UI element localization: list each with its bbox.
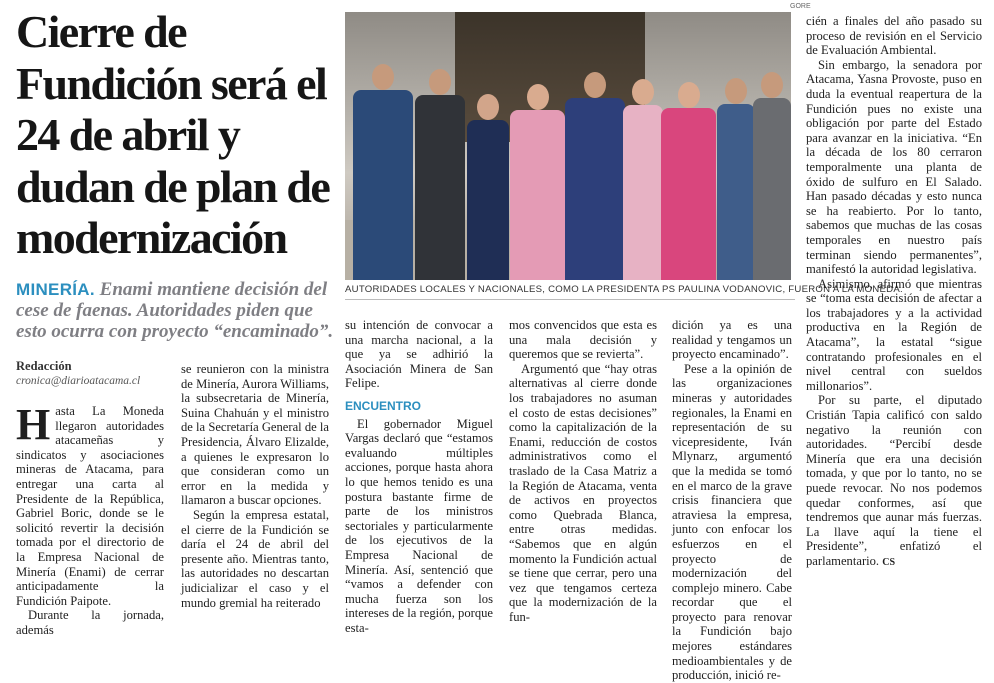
paragraph: cién a finales del año pasado su proceso de revisión en el Servicio de Evaluación Ambiental. (806, 14, 982, 58)
person-figure (717, 78, 755, 280)
paragraph: asta La Moneda llegaron autoridades atacameñas y sindicatos y asociaciones mineras de Atacama, para entregar una carta al Presidente de la República, Gabriel Boric, donde se le solicitó revertir la decisión tomada por el directorio de la Empresa Nacional de Minería (Enami) de cerrar anticipadamente la Fundición Paipote. (16, 404, 164, 608)
article-column-1 (16, 400, 164, 638)
byline-name: Redacción (16, 359, 72, 373)
person-figure (623, 79, 663, 280)
headline: Cierre de Fundición será el 24 de abril y dudan de plan de modernización (16, 6, 330, 263)
end-mark: CS (882, 556, 896, 568)
paragraph: su intención de convocar a una marcha nacional, a la que ya se adhirió la Asociación Minera de San Felipe. (345, 318, 493, 391)
paragraph: El gobernador Miguel Vargas declaró que “estamos evaluando múltiples acciones, porque hasta ahora lo que hemos tenido es una postura bastante firme de parte de los ministros sectoriales y particularmente de los ejecutivos de la Empresa Nacional de Minería. Así, sentenció que “vamos a defender con mucha fuerza son los intereses de la región, porque esta- (345, 416, 493, 635)
paragraph: Sin embargo, la senadora por Atacama, Yasna Provoste, puso en duda la eventual reapertura de la Fundición pues no existe una obligación por parte del Estado para avanzar en la iniciativa. “En la década de los 80 cerraron temporalmente una planta de óxido de sulfuro en El Salado. Han pasado décadas y esto nunca se ha reabierto. Por lo tanto, sabemos que muchas de las cosas temporales en nuestro país terminan siendo permanentes”, manifestó la autoridad legislativa. (806, 57, 982, 277)
paragraph: dición ya es una realidad y tengamos un proyecto encaminado”. (672, 318, 792, 362)
paragraph: se reunieron con la ministra de Minería, Aurora Williams, la subsecretaria de Minería, Suina Chahuán y el ministro de la Secretaría General de la Presidencia, Álvaro Elizalde, a quienes le expresaron lo que consideran como un error en la medida y llamaron a buscar opciones. (181, 362, 329, 508)
paragraph: Pese a la opinión de las organizaciones mineras y autoridades regionales, la Enami en representación de su vicepresidente, Iván Mlynarz, argumentó que la medida se tomó en el marco de la grave crisis financiera que atraviesa la empresa, junto con enfocar los esfuerzos en el proyecto de modernización del complejo minero. Cabe recordar que el proyecto para renovar la Fundición bajo mejores estándares medioambientales y de producción, inició re- (672, 361, 792, 683)
subheading: ENCUENTRO (345, 398, 422, 413)
paragraph-text: Por su parte, el diputado Cristián Tapia calificó con saldo negativo la reunión con autoridades. “Percibí desde Minería que era una decisión tomada, y que por lo tanto, no se puede revocar. No nos podemos quedar conformes, así que tendremos que aunar más fuerzas. La llave aquí la tiene el Presidente”, enfatizó el parlamentario. (806, 393, 982, 568)
drop-cap: H (16, 400, 51, 449)
person-figure (661, 82, 716, 280)
summary-kicker (16, 279, 336, 342)
article-column-2 (181, 362, 329, 610)
byline (16, 359, 176, 389)
person-figure (353, 64, 413, 280)
photo-credit: GORE (790, 3, 811, 10)
byline-email[interactable]: cronica@diarioatacama.cl (16, 375, 141, 387)
article-column-6 (806, 14, 982, 571)
paragraph: Asimismo, afirmó que mientras se “toma esta decisión de afectar a los trabajadores y a la actividad productiva en la Región de Atacama”, la estatal “sigue contratando profesionales en el nivel central con sueldos millonarios”. (806, 276, 982, 393)
article-column-5 (672, 318, 792, 683)
person-figure (753, 72, 791, 280)
paragraph (806, 393, 982, 570)
paragraph: Durante la jornada, además (16, 608, 164, 637)
news-photo (345, 12, 791, 280)
summary-text: Enami mantiene decisión del cese de faenas. Autoridades piden que esto ocurra con proyecto “encaminado”. (16, 279, 334, 342)
person-figure (467, 94, 509, 280)
article-column-3 (345, 318, 493, 635)
photo-caption: AUTORIDADES LOCALES Y NACIONALES, COMO LA PRESIDENTA PS PAULINA VODANOVIC, FUERON A LA MONEDA. (345, 284, 795, 300)
person-figure (415, 69, 465, 280)
person-figure (510, 84, 565, 280)
paragraph: Argumentó que “hay otras alternativas al cierre donde los trabajadores no asuman el costo de estas decisiones” como la capitalización de la Enami, reducción de costos administrativos como el traslado de la Casa Matriz a la Región de Atacama, venta de activos en proyectos como Quebrada Blanca, entre otras medidas. “Sabemos que en algún momento la Fundición actual se tiene que cerrar, pero una vez que tengamos certeza que la modernización de la fun- (509, 361, 657, 624)
person-figure (565, 72, 625, 280)
section-tag: MINERÍA. (16, 280, 95, 299)
paragraph: Según la empresa estatal, el cierre de la Fundición se daría el 24 de abril del presente año. Mientras tanto, las autoridades no descartan judicializar el caso y el mundo gremial ha reiterado (181, 507, 329, 610)
article-column-4 (509, 318, 657, 624)
paragraph: mos convencidos que esta es una mala decisión y queremos que se revierta”. (509, 318, 657, 362)
